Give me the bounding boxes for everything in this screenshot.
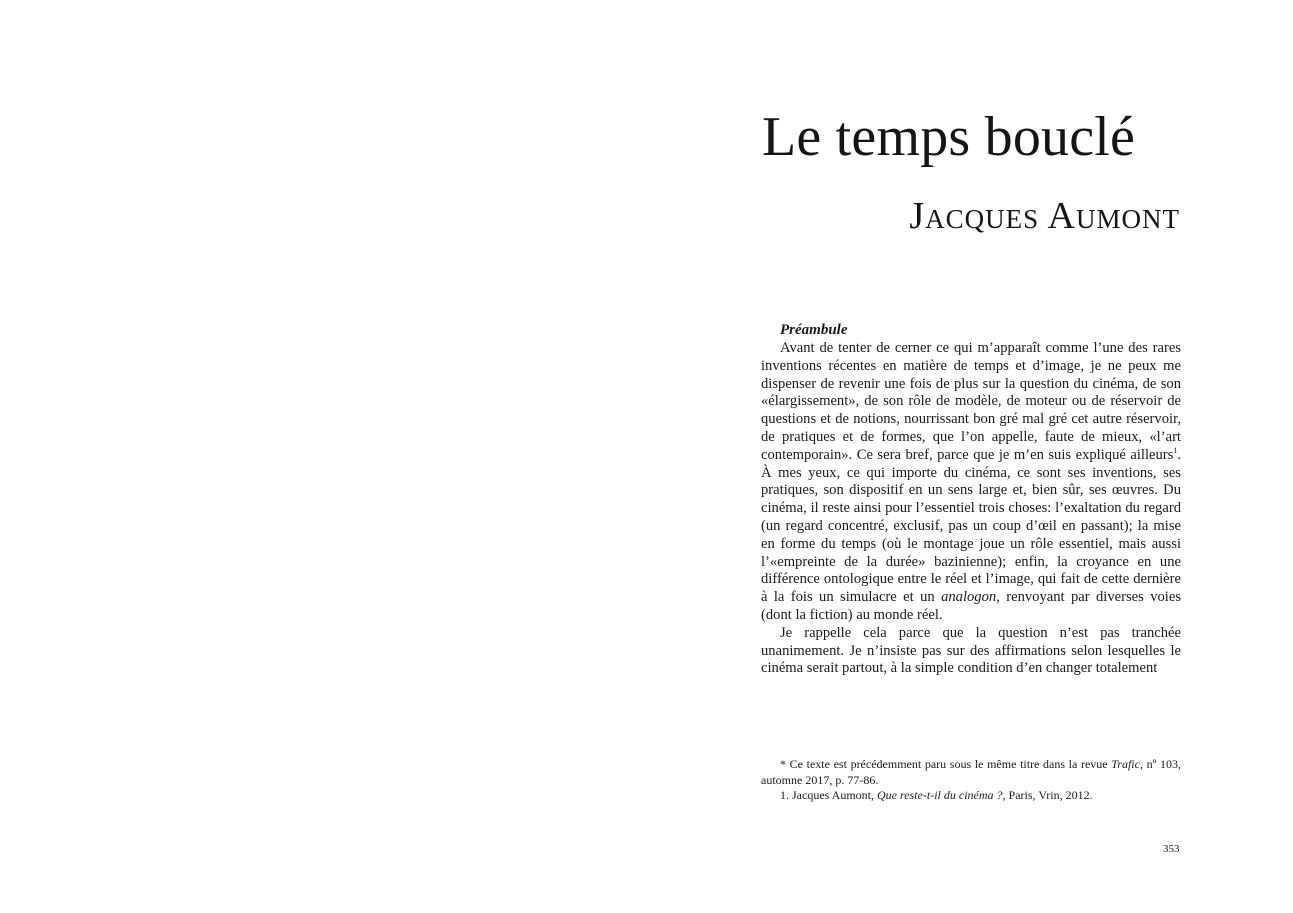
- page-number: 353: [1163, 843, 1180, 855]
- article-title: Le temps bouclé: [762, 106, 1136, 168]
- paragraph-1: [761, 340, 1181, 625]
- footnotes: [761, 757, 1181, 804]
- footnote-1: [761, 788, 1181, 804]
- footnote-star-part-a: * Ce texte est précédemment paru sous le même titre dans la revue: [780, 757, 1112, 771]
- footnote-star-part-b: , nº 103, automne 2017, p. 77-86.: [761, 757, 1181, 787]
- footnote-1-part-a: 1. Jacques Aumont,: [780, 788, 877, 802]
- paragraph-1-part-b: . À mes yeux, ce qui importe du cinéma, ce sont ses inventions, ses pratiques, son dispositif en un sens large et, bien sûr, ses œuvres. Du cinéma, il reste ainsi pour l’essentiel trois choses: l’exaltation du regard (un regard concentré, exclusif, pas un coup d’œil en passant); la mise en forme du temps (où le montage joue un rôle essentiel, mais aussi l’«empreinte de la durée» bazinienne); enfin, la croyance en une différence ontologique entre le réel et l’image, qui fait de cette dernière à la fois un simulacre et un: [761, 446, 1181, 606]
- footnote-1-book-title: Que reste-t-il du cinéma ?: [877, 788, 1003, 802]
- paragraph-1-part-a: Avant de tenter de cerner ce qui m’apparaît comme l’une des rares inventions récentes en matière de temps et d’image, je ne peux me dispenser de revenir une fois de plus sur la question du cinéma, de son «élargissement», de son rôle de modèle, de moteur ou de réservoir de questions et de notions, nourrissant bon gré mal gré cet autre réservoir, de pratiques et de formes, que l’on appelle, faute de mieux, «l’art contemporain». Ce sera bref, parce que je m’en suis expliqué ailleurs: [761, 340, 1181, 463]
- paragraph-1-part-c: , renvoyant par diverses voies (dont la fiction) au monde réel.: [761, 589, 1182, 623]
- footnote-star-journal: Trafic: [1111, 757, 1140, 771]
- paragraph-2: Je rappelle cela parce que la question n’est pas tranchée unanimement. Je n’insiste pas sur des affirmations selon lesquelles le cinéma serait partout, à la simple condition d’en changer totalement: [761, 624, 1181, 677]
- footnote-1-part-b: , Paris, Vrin, 2012.: [1002, 788, 1093, 802]
- section-heading: Préambule: [780, 322, 848, 338]
- article-author: Jacques Aumont: [909, 195, 1180, 237]
- left-blank-page: [0, 0, 646, 913]
- article-body: [761, 320, 1181, 678]
- italic-term: analogon: [941, 589, 997, 606]
- footnote-reference[interactable]: 1: [1173, 445, 1178, 455]
- footnote-star: [761, 757, 1181, 788]
